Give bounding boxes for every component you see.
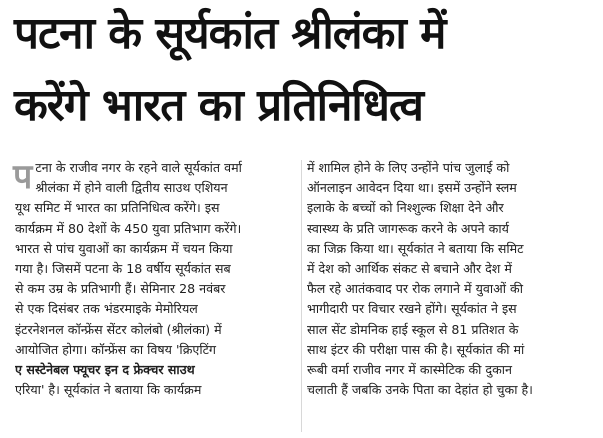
article-line: से एक दिसंबर तक भंडरमाइके मेमोरियल [15, 301, 198, 317]
article-line: भागीदारी पर विचार रखने होंगे। सूर्यकांत ने इस [307, 301, 517, 317]
article-line: टना के राजीव नगर के रहने वाले सूर्यकांत वर्मा [35, 160, 242, 175]
drop-cap: प [13, 157, 33, 197]
article-line: आयोजित होगा। कॉन्फ्रेंस का विषय 'क्रिएटिंग [15, 341, 217, 357]
article-line: से कम उम्र के प्रतिभागी हैं। सेमिनार 28 नवंबर [15, 281, 226, 297]
article-line: फैल रहे आतंकवाद पर रोक लगाने में युवाओं की [307, 281, 523, 297]
article-column-left [15, 158, 300, 400]
article-line: कार्यक्रम में 80 देशों के 450 युवा प्रतिभाग करेंगे। [15, 220, 242, 236]
article-line: इलाके के बच्चों को निश्शुल्क शिक्षा देने और [307, 200, 504, 216]
article-line: में देश को आर्थिक संकट से बचाने और देश में [307, 260, 512, 276]
article-line: साथ इंटर की परीक्षा पास की है। सूर्यकांत की मां [307, 341, 525, 357]
article-line: का जिक्र किया था। सूर्यकांत ने बताया कि समिट [307, 240, 524, 256]
article-line: ए सस्टेनेबल फ्यूचर इन द फ्रेक्चर साउथ [15, 361, 195, 377]
article-line: गया है। जिसमें पटना के 18 वर्षीय सूर्यकांत सब [15, 260, 231, 276]
article-line: में शामिल होने के लिए उन्होंने पांच जुलाई को [307, 160, 510, 175]
article-line: स्वास्थ्य के प्रति जागरूक करने के अपने कार्य [307, 220, 509, 236]
article-line: चलाती हैं जबकि उनके पिता का देहांत हो चुका है। [307, 382, 533, 398]
article-line: इंटरनेशनल कॉन्फ्रेंस सेंटर कोलंबो (श्रीलंका) में [15, 321, 222, 337]
article-line: ऑनलाइन आवेदन दिया था। इसमें उन्होंने स्लम [307, 180, 517, 196]
headline-line-1: पटना के सूर्यकांत श्रीलंका में [14, 8, 446, 59]
headline-line-2: करेंगे भारत का प्रतिनिधित्व [14, 80, 424, 131]
article-line: एरिया' है। सूर्यकांत ने बताया कि कार्यक्रम [15, 382, 202, 398]
article-line: श्रीलंका में होने वाली द्वितीय साउथ एशियन [35, 180, 228, 196]
article-line: साल सेंट डोमनिक हाई स्कूल से 81 प्रतिशत के [307, 321, 519, 337]
article-column-right [307, 158, 590, 400]
article-line: यूथ समिट में भारत का प्रतिनिधित्व करेंगे। इस [15, 200, 220, 216]
article-line: रूबी वर्मा राजीव नगर में कास्मेटिक की दुकान [307, 361, 513, 377]
column-divider [301, 160, 302, 432]
article-line: भारत से पांच युवाओं का कार्यक्रम में चयन किया [15, 240, 233, 256]
